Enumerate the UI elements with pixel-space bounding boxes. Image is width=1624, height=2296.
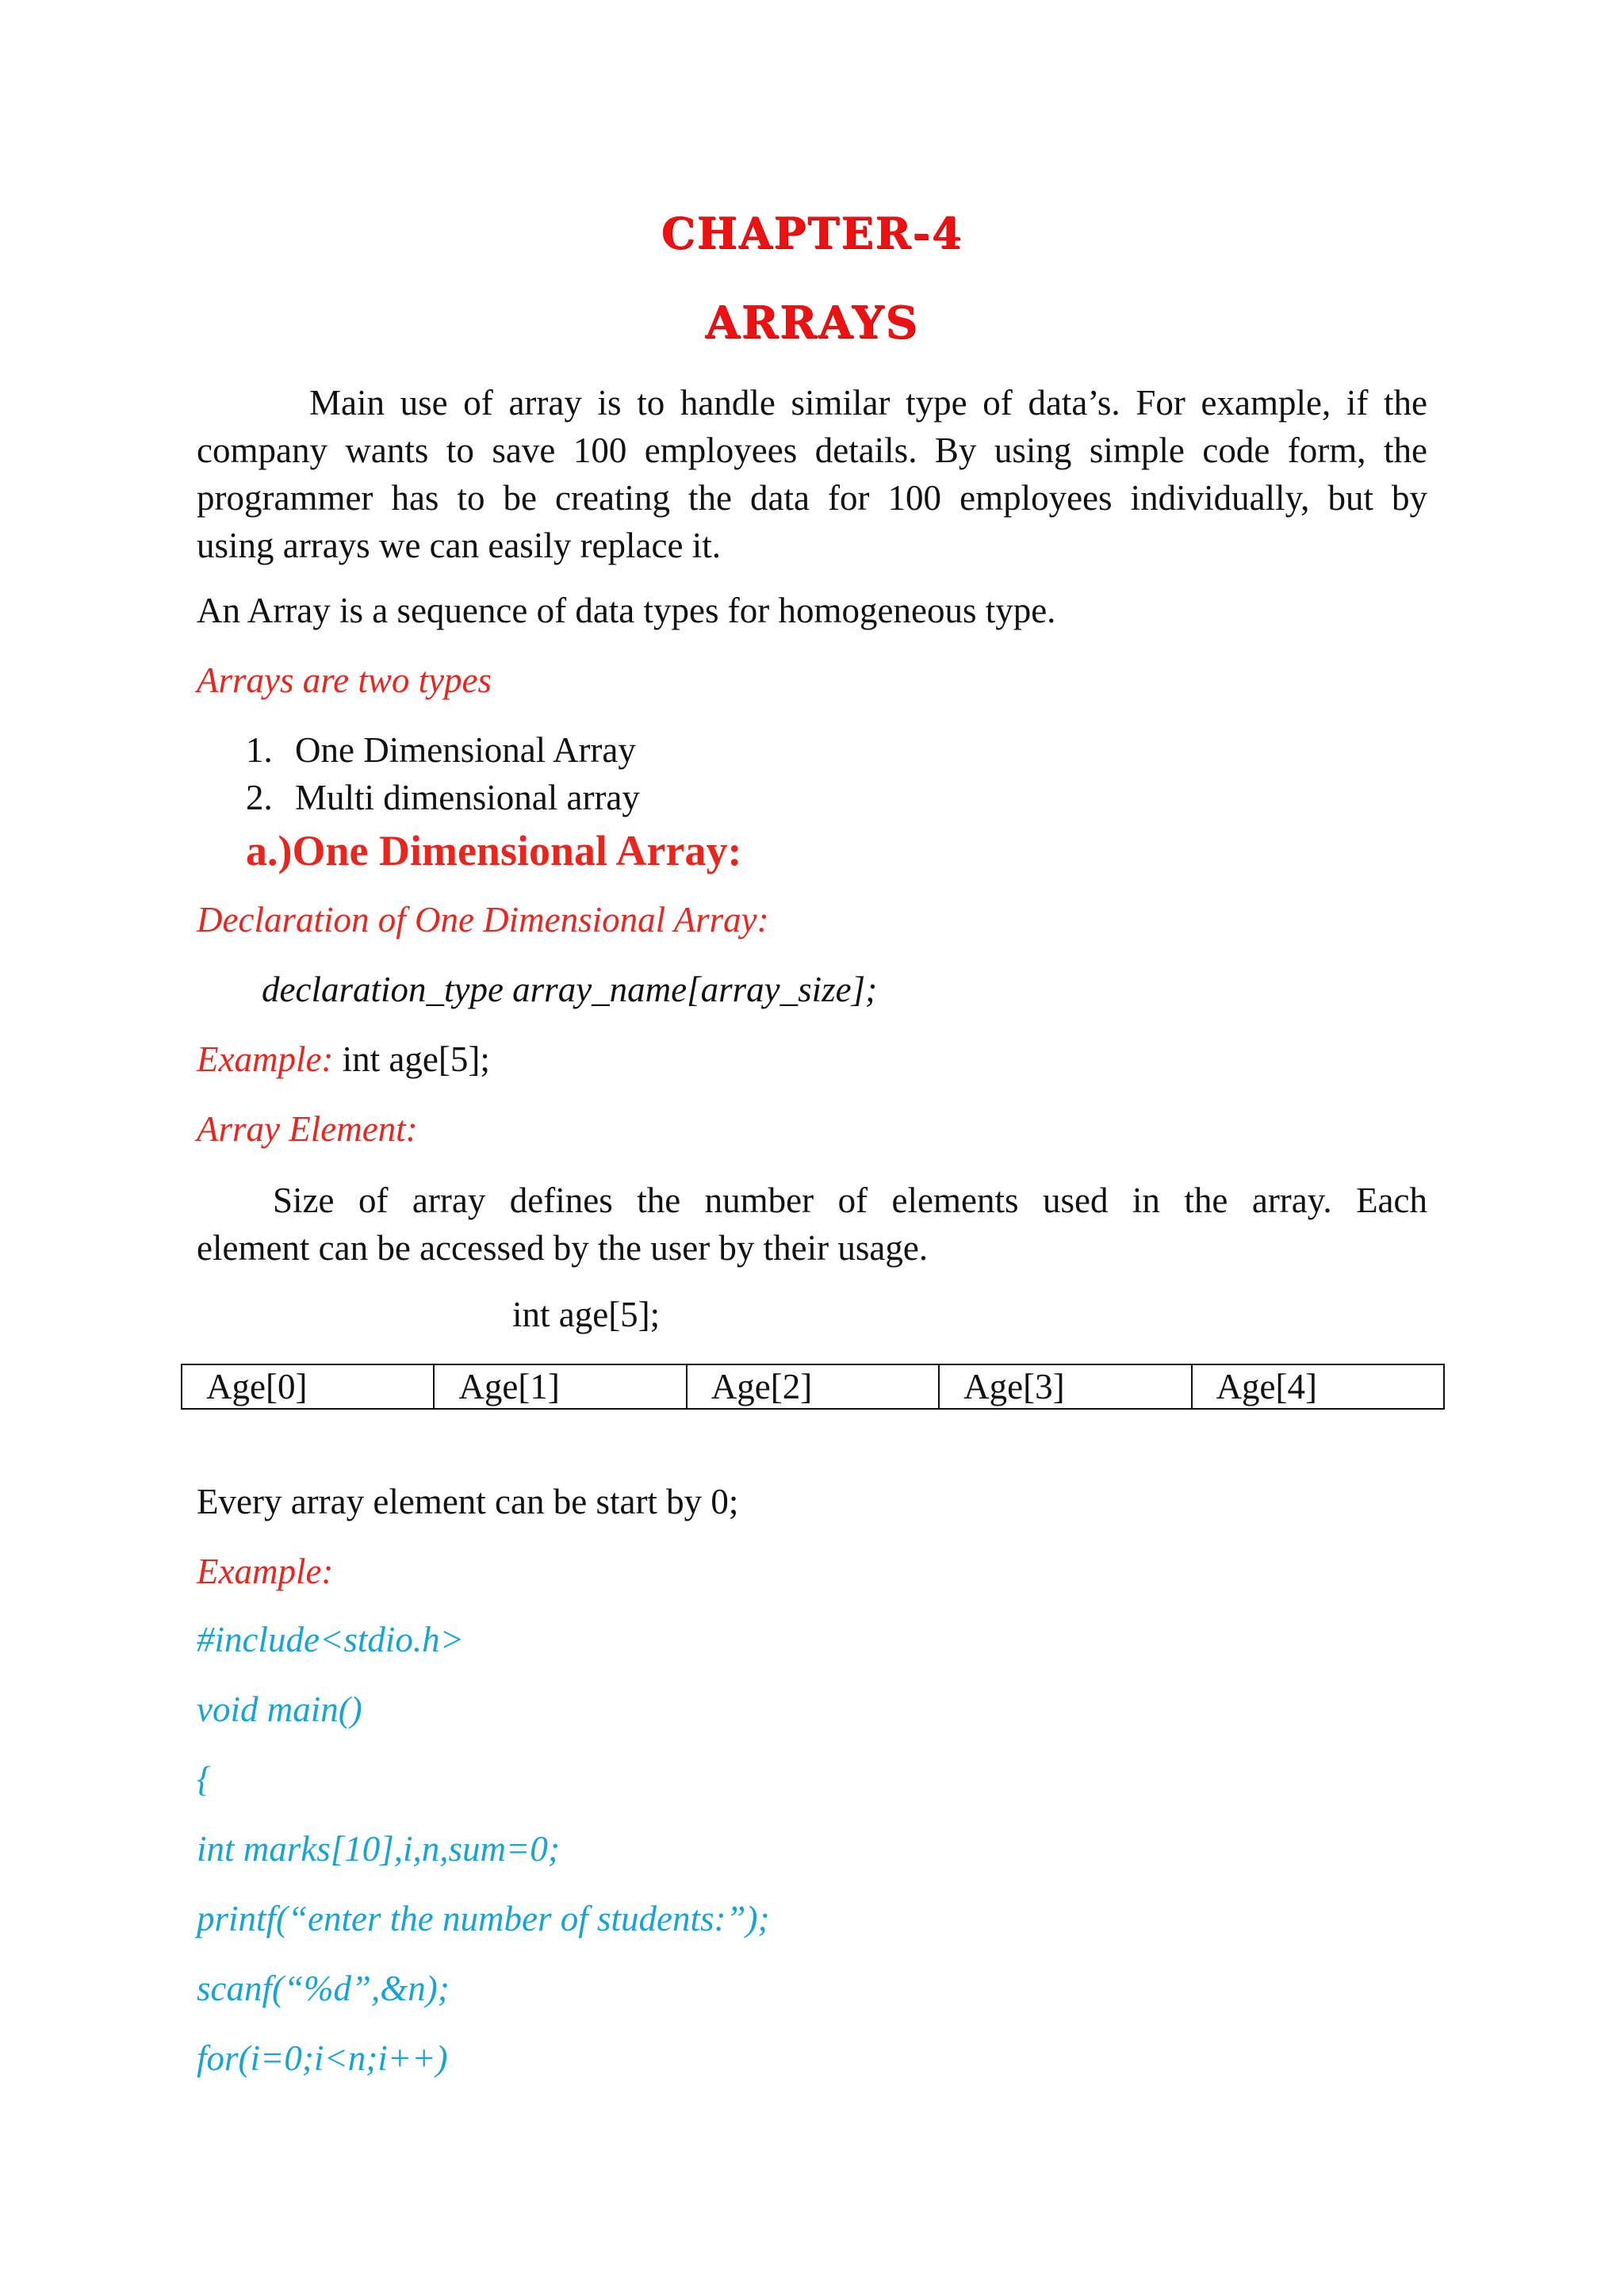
chapter-label: CHAPTER-4 [661,208,963,258]
code-line: printf(“enter the number of students:”); [197,1899,770,1938]
code-line: { [197,1759,211,1799]
array-elements-table [181,1364,1445,1410]
code-line: #include<stdio.h> [197,1620,464,1659]
start-note: Every array element can be start by 0; [197,1482,739,1521]
array-element-heading: Array Element: [197,1109,418,1149]
types-heading: Arrays are two types [197,660,492,700]
table-cell: Age[2] [687,1364,939,1409]
element-line: Size of array defines the number of elements used in the array. Each [273,1181,1427,1220]
code-line: scanf(“%d”,&n); [197,1969,450,2008]
declaration-syntax: declaration_type array_name[array_size]; [262,970,878,1009]
array-element-paragraph [197,1177,1427,1272]
list-item-number: 2. [246,778,273,817]
example-label: Example: [197,1039,334,1079]
code-line: int marks[10],i,n,sum=0; [197,1829,560,1869]
intro-line: programmer has to be creating the data for 100 employees individually, but by [197,478,1427,518]
intro-paragraph [197,379,1427,569]
table-cell: Age[3] [939,1364,1191,1409]
table-caption: int age[5]; [512,1295,661,1334]
chapter-title: ARRAYS [705,297,919,349]
table-cell: Age[0] [182,1364,434,1409]
table-row [182,1364,1444,1409]
section-heading-one-dimensional: a.)One Dimensional Array: [246,827,742,874]
list-item-label: One Dimensional Array [295,730,636,770]
code-line: for(i=0;i<n;i++) [197,2038,448,2078]
intro-line: Main use of array is to handle similar type of data’s. For example, if the [309,383,1427,423]
example-code: int age[5]; [333,1039,490,1079]
list-item [246,729,636,771]
list-item-number: 1. [246,730,273,770]
element-line: element can be accessed by the user by their usage. [197,1228,929,1268]
list-item [246,777,640,818]
table-cell: Age[4] [1192,1364,1444,1409]
table-cell: Age[1] [434,1364,686,1409]
intro-line: using arrays we can easily replace it. [197,526,721,565]
definition-text: An Array is a sequence of data types for homogeneous type. [197,591,1056,630]
declaration-heading: Declaration of One Dimensional Array: [197,900,769,939]
intro-line: company wants to save 100 employees details. By using simple code form, the [197,430,1427,470]
example-line [197,1039,490,1080]
code-line: void main() [197,1689,362,1729]
list-item-label: Multi dimensional array [295,778,640,817]
example2-label: Example: [197,1552,334,1591]
